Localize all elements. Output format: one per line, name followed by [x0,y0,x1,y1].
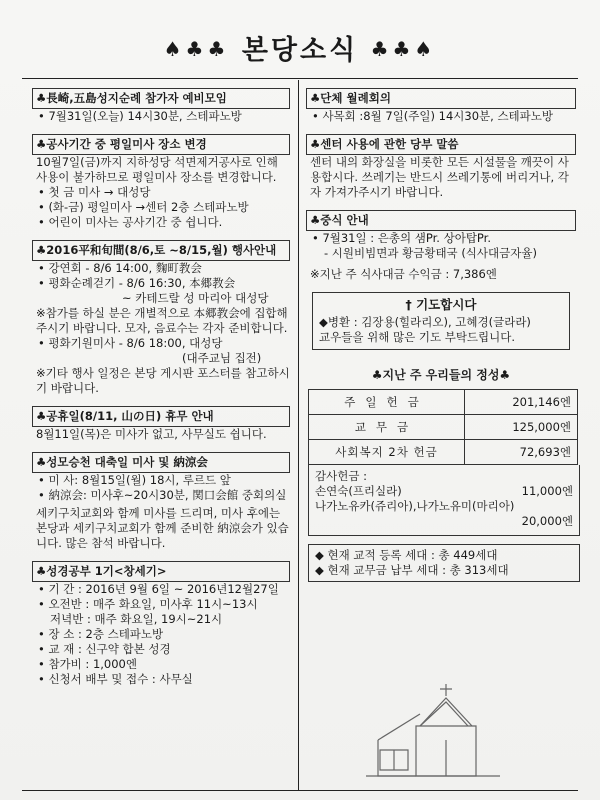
paragraph: 8월11일(목)은 미사가 없고, 사무실도 쉽니다. [36,427,267,441]
list-item: • 納涼会: 미사후~20시30분, 関口会館 중회의실 [38,488,287,502]
list-item: • (화-금) 평일미사 →센터 2층 스테파노방 [38,200,249,214]
church-icon [360,680,510,780]
section-title: ♣공사기간 중 평일미사 장소 변경 [32,134,290,155]
offering-label: 교무금 [309,415,465,440]
clubs-left-icon: ♠♣♣ [163,37,230,61]
left-column [32,84,290,697]
list-item: • 7월31일 : 은총의 샘Pr. 상아탑Pr. [312,231,491,245]
offering-value: 201,146엔 [465,390,578,415]
paragraph: 10월7일(금)까지 지하성당 석면제거공사로 인해 사용이 불가하므로 평일미사 장소를 변경합니다. [36,155,278,184]
list-item: - 시원비빔면과 황금황태국 (식사대금자율) [324,246,537,260]
offering-title: ♣지난 주 우리들의 정성♣ [371,368,511,382]
list-item: • 평화순례걷기 - 8/6 16:30, 本郷教会 [38,276,236,290]
donor-name: 손연숙(프리실라) [315,484,402,498]
household-counts [308,544,580,582]
donor-amount: 11,000엔 [521,484,573,498]
table-row [309,440,578,465]
table-row [309,390,578,415]
offering-value: 125,000엔 [465,415,578,440]
thanks-label: 감사헌금 : [315,469,367,483]
list-item: • 장 소 : 2층 스테파노방 [38,627,164,641]
bottom-divider [22,790,578,791]
section-title: ♣성모승천 대축일 미사 및 納涼会 [32,452,290,473]
page-title [0,28,600,67]
column-divider [298,80,299,790]
offering-label: 주일헌금 [309,390,465,415]
title-text: 본당소식 [241,35,359,66]
list-item: • 평화기원미사 - 8/6 18:00, 대성당 [38,336,223,350]
donor-amount: 20,000엔 [521,514,573,528]
section-title: ♣성경공부 1기<창세기> [32,561,290,582]
table-row [309,415,578,440]
offering-value: 72,693엔 [465,440,578,465]
donor-name: 나가노유카(쥬리아),나가노유미(마리아) [315,499,515,513]
list-item: 저녁반 : 매주 화요일, 19시~21시 [50,612,223,626]
count-line: ◆ 현재 교적 등록 세대 : 총 449세대 [315,548,498,562]
prayer-title: † 기도합시다 [405,297,477,312]
list-item: • 어린이 미사는 공사기간 중 쉽니다. [38,215,223,229]
prayer-line: 교우들을 위해 많은 기도 부탁드립니다. [319,330,516,344]
section-title: ♣長崎,五島성지순례 참가자 예비모임 [32,88,290,109]
thanks-offering [308,465,580,536]
section-title: ♣센터 사용에 관한 당부 말씀 [306,134,576,155]
note: ※지난 주 식사대금 수익금 : 7,386엔 [310,267,497,281]
list-item: • 기 간 : 2016년 9월 6일 ~ 2016년12월27일 [38,582,279,596]
list-item: • 오전반 : 매주 화요일, 미사후 11시~13시 [38,597,258,611]
section-title: ♣공휴일(8/11, 山の日) 휴무 안내 [32,406,290,427]
list-item: • 첫 금 미사 → 대성당 [38,185,151,199]
paragraph: 세키구치교회와 함께 미사를 드리며, 미사 후에는 본당과 세키구치교회가 함께 준비한 納涼会가 있습니다. 많은 참석 바랍니다. [36,506,289,550]
clubs-right-icon: ♣♣♠ [370,37,437,61]
prayer-line: ◆병환 : 김장용(힐라리오), 고혜경(글라라) [319,315,531,329]
note: ※참가를 하실 분은 개별적으로 本郷教会에 집합해주시기 바랍니다. 모자, 음료수는 각자 준비합니다. [36,306,288,335]
list-item: • 7월31일(오늘) 14시30분, 스테파노방 [38,109,242,123]
section-title: ♣단체 월례회의 [306,88,576,109]
offering-table [308,389,578,465]
list-item: • 교 재 : 신구약 합본 성경 [38,642,171,656]
list-item: • 미 사: 8월15일(월) 18시, 루르드 앞 [38,473,231,487]
list-item: • 참가비 : 1,000엔 [38,657,137,671]
list-item: • 사목회 :8월 7일(주일) 14시30분, 스테파노방 [312,109,553,123]
donor-row [315,514,573,529]
section-title: ♣2016平和旬間(8/6,토 ~8/15,월) 행사안내 [32,240,290,261]
right-column [306,84,576,582]
count-line: ◆ 현재 교무금 납부 세대 : 총 313세대 [315,563,509,577]
list-item: • 강연회 - 8/6 14:00, 麴町教会 [38,261,202,275]
offering-label: 사회복지 2차 헌금 [309,440,465,465]
paragraph: 센터 내의 화장실을 비롯한 모든 시설물을 깨끗이 사용합시다. 쓰레기는 반드시 쓰레기통에 버리거나, 각자 가져가주시기 바랍니다. [310,155,569,199]
prayer-box [312,292,570,350]
list-item: (대주교님 집전) [182,351,262,365]
section-title: ♣중식 안내 [306,210,576,231]
list-item: • 신청서 배부 및 접수 : 사무실 [38,672,193,686]
list-item: ~ 카테드랄 성 마리아 대성당 [122,291,269,305]
donor-row [315,484,573,499]
top-divider [22,78,578,79]
note: ※기타 행사 일정은 본당 게시판 포스터를 참고하시기 바랍니다. [36,366,290,395]
donor-row [315,499,573,514]
